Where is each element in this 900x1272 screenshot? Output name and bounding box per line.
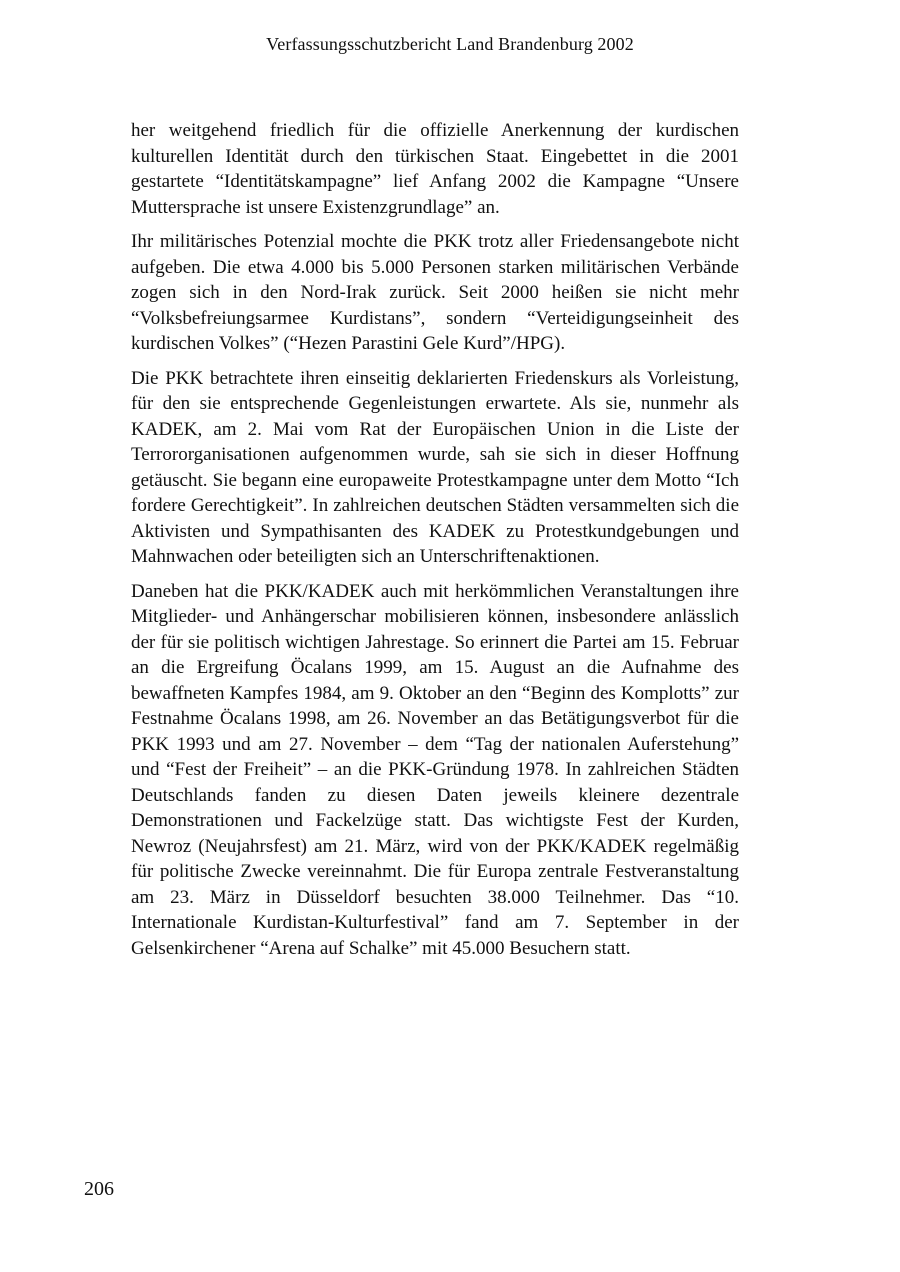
- body-text: [131, 118, 739, 970]
- paragraph: Daneben hat die PKK/KADEK auch mit herkömmlichen Veranstaltungen ihre Mitglieder- und Anhängerschar mobilisieren können, insbesondere anlässlich der für sie politisch wichtigen Jahrestage. So erinnert die Partei am 15. Februar an die Ergreifung Öcalans 1999, am 15. August an die Aufnahme des bewaffneten Kampfes 1984, am 9. Oktober an den “Beginn des Komplotts” zur Festnahme Öcalans 1998, am 26. November an das Betätigungsverbot für die PKK 1993 und am 27. November – dem “Tag der nationalen Auferstehung” und “Fest der Freiheit” – an die PKK-Gründung 1978. In zahlreichen Städten Deutschlands fanden zu diesen Daten jeweils kleinere dezentrale Demonstrationen und Fackelzüge statt. Das wichtigste Fest der Kurden, Newroz (Neujahrsfest) am 21. März, wird von der PKK/KADEK regelmäßig für politische Zwecke vereinnahmt. Die für Europa zentrale Festveranstaltung am 23. März in Düsseldorf besuchten 38.000 Teilnehmer. Das “10. Internationale Kurdistan-Kulturfestival” fand am 7. September in der Gelsenkirchener “Arena auf Schalke” mit 45.000 Besuchern statt.: [131, 580, 739, 959]
- paragraph: Die PKK betrachtete ihren einseitig deklarierten Friedenskurs als Vorleistung, für den sie entsprechende Gegenleistungen erwartete. Als sie, nunmehr als KADEK, am 2. Mai vom Rat der Europäischen Union in die Liste der Terrororganisationen aufgenommen wurde, sah sie sich in dieser Hoffnung getäuscht. Sie begann eine europaweite Protestkampagne unter dem Motto “Ich fordere Gerechtigkeit”. In zahlreichen deutschen Städten versammelten sich die Aktivisten und Sympathisanten des KADEK zu Protestkundgebungen und Mahnwachen oder beteiligten sich an Unterschriftenaktionen.: [131, 367, 739, 567]
- paragraph: Ihr militärisches Potenzial mochte die PKK trotz aller Friedensangebote nicht aufgeben. Die etwa 4.000 bis 5.000 Personen starken militärischen Verbände zogen sich in den Nord-Irak zurück. Seit 2000 heißen sie nicht mehr “Volksbefreiungsarmee Kurdistans”, sondern “Verteidigungseinheit des kurdischen Volkes” (“Hezen Parastini Gele Kurd”/HPG).: [131, 231, 739, 354]
- paragraph: her weitgehend friedlich für die offizielle Anerkennung der kurdischen kulturellen Identität durch den türkischen Staat. Eingebettet in die 2001 gestartete “Identitätskampagne” lief Anfang 2002 die Kampagne “Unsere Muttersprache ist unsere Existenzgrundlage” an.: [131, 120, 739, 218]
- running-header: Verfassungsschutzbericht Land Brandenburg 2002: [266, 34, 634, 54]
- page-number: 206: [84, 1178, 114, 1200]
